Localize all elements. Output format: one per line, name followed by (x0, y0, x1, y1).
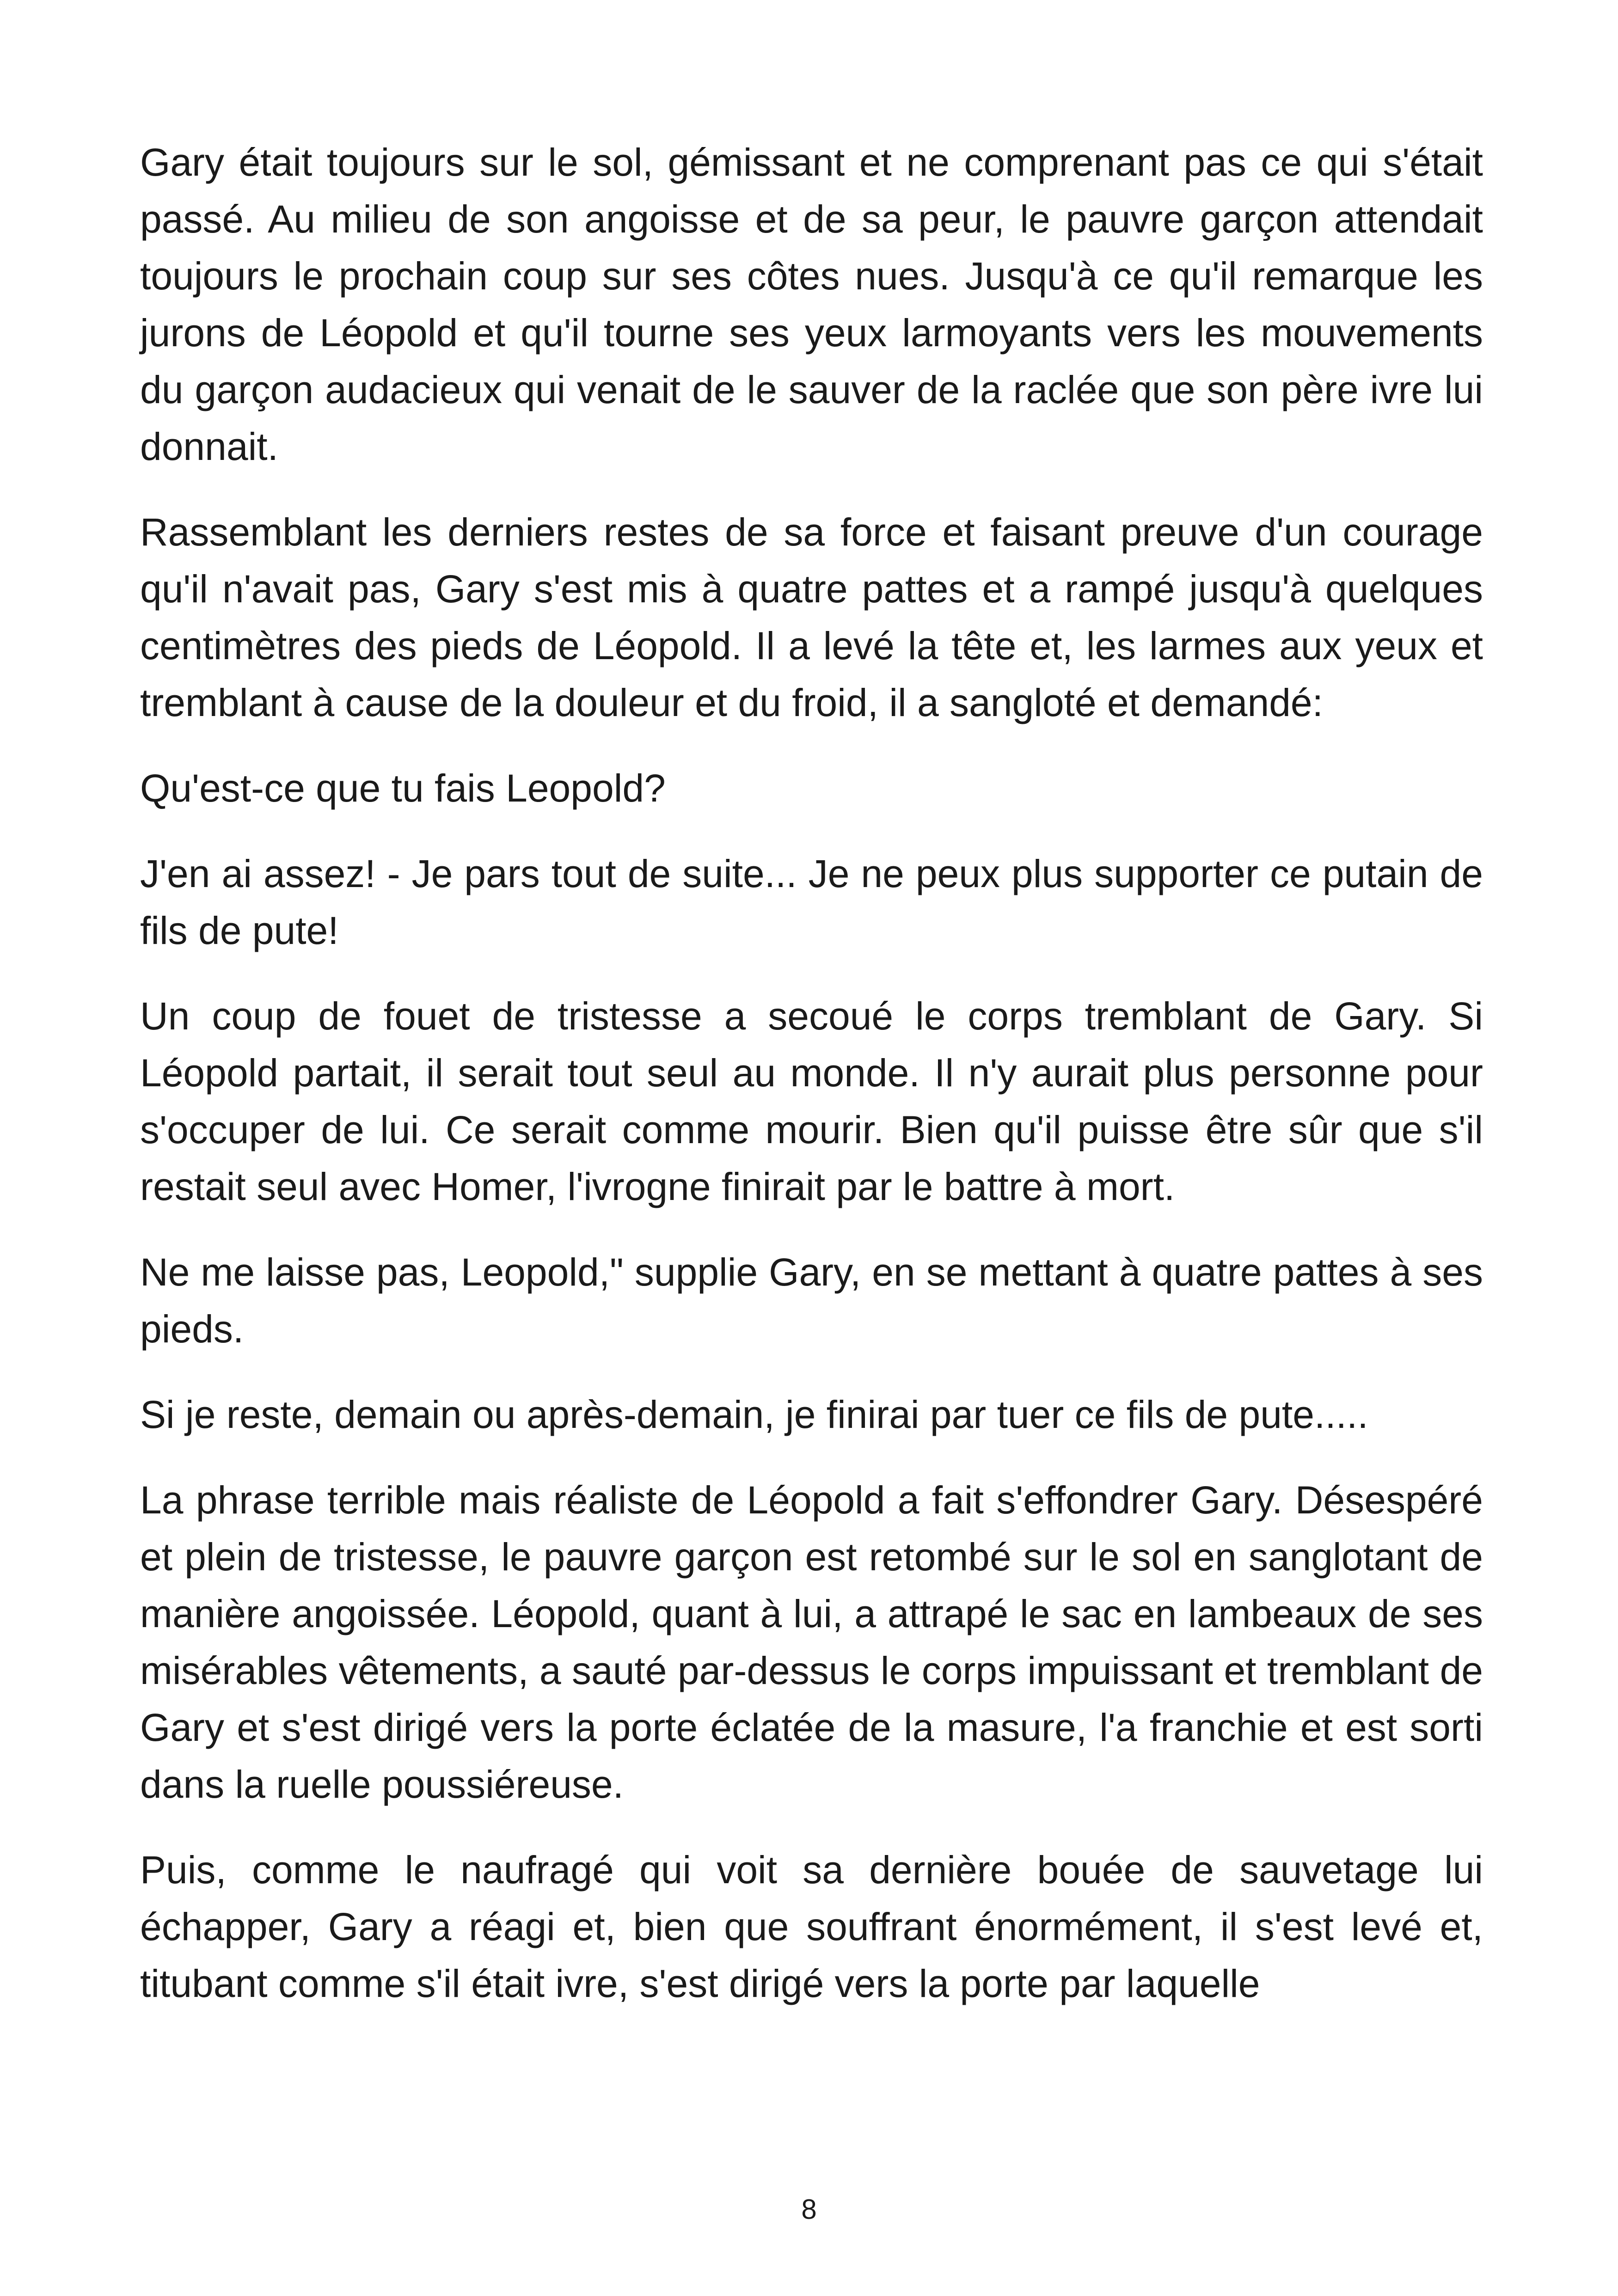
body-text (140, 134, 1483, 2041)
paragraph: Si je reste, demain ou après-demain, je finirai par tuer ce fils de pute..... (140, 1393, 1368, 1436)
paragraph: Rassemblant les derniers restes de sa force et faisant preuve d'un courage qu'il n'avait pas, Gary s'est mis à quatre pattes et a rampé jusqu'à quelques centimètres des pieds de Léopold. Il a levé la tête et, les larmes aux yeux et tremblant à cause de la douleur et du froid, il a sangloté et demandé: (140, 510, 1483, 724)
page-number: 8 (801, 2194, 817, 2225)
paragraph: Un coup de fouet de tristesse a secoué le corps tremblant de Gary. Si Léopold partait, il serait tout seul au monde. Il n'y aurait plus personne pour s'occuper de lui. Ce serait comme mourir. Bien qu'il puisse être sûr que s'il restait seul avec Homer, l'ivrogne finirait par le battre à mort. (140, 994, 1483, 1208)
paragraph: La phrase terrible mais réaliste de Léopold a fait s'effondrer Gary. Désespéré et plein de tristesse, le pauvre garçon est retombé sur le sol en sanglotant de manière angoissée. Léopold, quant à lui, a attrapé le sac en lambeaux de ses misérables vêtements, a sauté par-dessus le corps impuissant et tremblant de Gary et s'est dirigé vers la porte éclatée de la masure, l'a franchie et est sorti dans la ruelle poussiéreuse. (140, 1478, 1483, 1806)
paragraph: Gary était toujours sur le sol, gémissant et ne comprenant pas ce qui s'était passé. Au milieu de son angoisse et de sa peur, le pauvre garçon attendait toujours le prochain coup sur ses côtes nues. Jusqu'à ce qu'il remarque les jurons de Léopold et qu'il tourne ses yeux larmoyants vers les mouvements du garçon audacieux qui venait de le sauver de la raclée que son père ivre lui donnait. (140, 141, 1483, 468)
paragraph: J'en ai assez! - Je pars tout de suite... Je ne peux plus supporter ce putain de fils de pute! (140, 852, 1483, 952)
paragraph: Qu'est-ce que tu fais Leopold? (140, 766, 666, 810)
paragraph: Puis, comme le naufragé qui voit sa dernière bouée de sauvetage lui échapper, Gary a réagi et, bien que souffrant énormément, il s'est levé et, titubant comme s'il était ivre, s'est dirigé vers la porte par laquelle (140, 1848, 1483, 2005)
paragraph: Ne me laisse pas, Leopold," supplie Gary, en se mettant à quatre pattes à ses pieds. (140, 1250, 1483, 1351)
